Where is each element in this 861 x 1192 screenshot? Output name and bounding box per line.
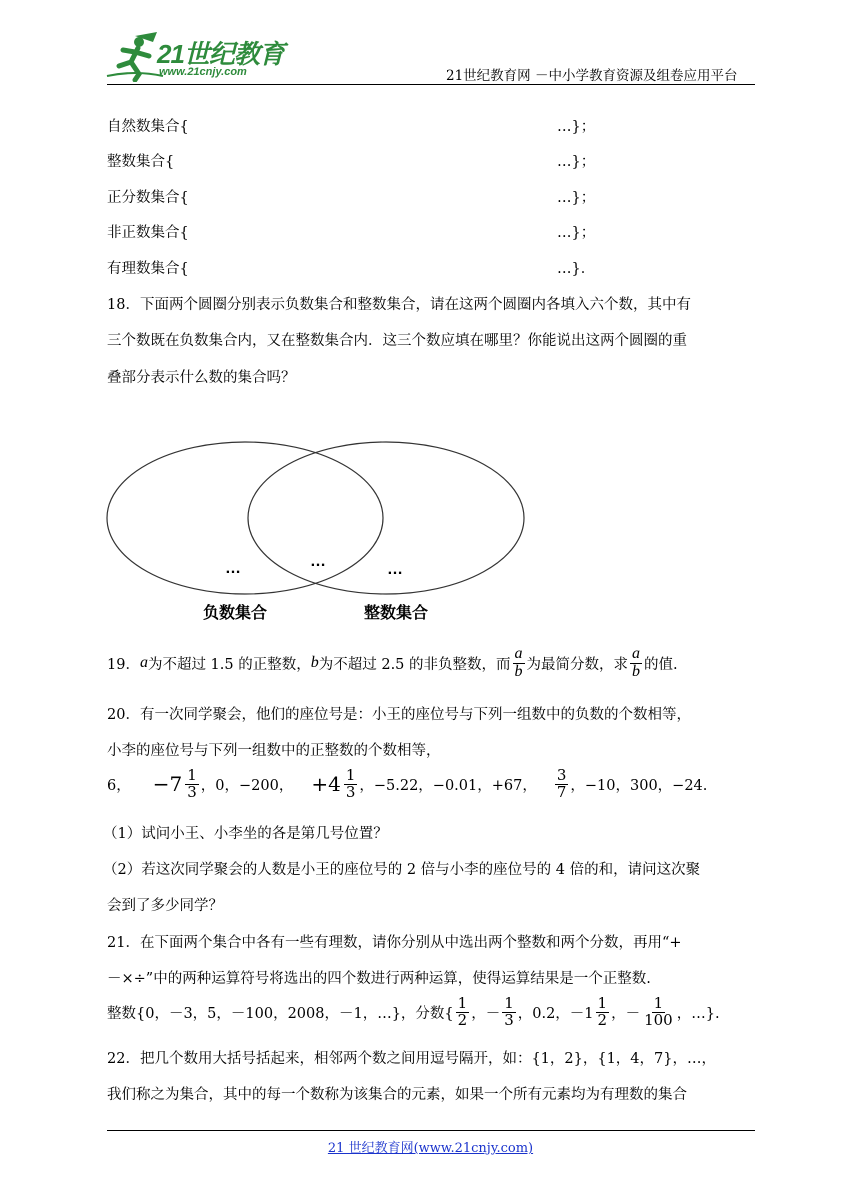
- q20-num-text: ，0，−200，: [200, 777, 294, 794]
- integer-set-ellipse: [248, 442, 524, 594]
- site-title: 21世纪教育网 －中小学教育资源及组卷应用平台: [446, 68, 738, 84]
- q20-num-text: 6，: [107, 777, 131, 794]
- q21-fraction-1-2: $\frac{1}{2}$: [457, 994, 468, 1029]
- q21-text: ，0.2，－1: [517, 1005, 594, 1022]
- logo-url-text: www.21cnjy.com: [159, 66, 247, 78]
- q21-text: ，－: [471, 1005, 501, 1022]
- footer-link[interactable]: 21 世纪教育网(www.21cnjy.com): [327, 1141, 534, 1156]
- set-integer-label: 整数集合{: [107, 154, 175, 170]
- logo-main-text: 21世纪教育: [157, 39, 284, 69]
- set-positive-fraction-label: 正分数集合{: [107, 190, 189, 206]
- q19-text-3: 为最简分数，求: [526, 656, 629, 673]
- set-rational-end: …}．: [557, 261, 596, 277]
- set-nonpositive-label: 非正数集合{: [107, 225, 189, 241]
- q20-line-1: 20．有一次同学聚会，他们的座位号是：小王的座位号与下列一组数中的负数的个数相等，: [107, 707, 691, 723]
- q19-text-2: 为不超过 2.5 的非负整数，而: [318, 656, 511, 673]
- footer: [0, 1137, 861, 1156]
- q18-line-3: 叠部分表示什么数的集合吗？: [107, 370, 296, 386]
- set-natural-end: …}；: [557, 119, 596, 135]
- q20-sub-1: （1）试问小王、小李坐的各是第几号位置？: [103, 826, 388, 842]
- q21-text: ，－: [611, 1005, 641, 1022]
- venn-dots-middle: …: [310, 553, 326, 570]
- q21-fraction-1-100: $\frac{1}{100}$: [644, 994, 673, 1029]
- q20-num-text: ，−10，300，−24.: [570, 777, 708, 794]
- q20-num-text: ，−5.22，−0.01，+67，: [359, 777, 537, 794]
- set-rational-label: 有理数集合{: [107, 261, 189, 277]
- q20-fraction-3-7: $\frac{3}{7}$: [556, 766, 567, 801]
- q19-var-b: b: [310, 654, 319, 672]
- venn-dots-right: …: [387, 561, 403, 578]
- q21-line-2: －×÷”中的两种运算符号将选出的四个数进行两种运算，使得运算结果是一个正整数.: [107, 971, 651, 987]
- q19-fraction-a-over-b-2: $\frac{a}{b}$: [632, 645, 641, 680]
- q21-sets-line: [107, 996, 720, 1029]
- q20-line-2: 小李的座位号与下列一组数中的正整数的个数相等，: [107, 743, 441, 759]
- venn-label-negative: 负数集合: [203, 605, 268, 622]
- runner-logo-icon: [105, 30, 165, 82]
- q22-line-1: 22．把几个数用大括号括起来，相邻两个数之间用逗号隔开，如：{1，2}，{1，4，7}，…，: [107, 1051, 716, 1067]
- set-nonpositive-end: …}；: [557, 225, 596, 241]
- venn-label-integer: 整数集合: [364, 605, 429, 622]
- q21-text: 整数{0，－3，5，－100，2008，－1，…}，分数{: [107, 1005, 454, 1022]
- q20-sub-2-line-1: （2）若这次同学聚会的人数是小王的座位号的 2 倍与小李的座位号的 4 倍的和，请问这次聚: [103, 862, 701, 878]
- q19-text-1: 为不超过 1.5 的正整数，: [147, 656, 311, 673]
- q19-var-a: a: [139, 654, 148, 672]
- q18-line-2: 三个数既在负数集合内，又在整数集合内．这三个数应填在哪里？你能说出这两个圆圈的重: [107, 333, 687, 349]
- set-positive-fraction-end: …}；: [557, 190, 596, 206]
- venn-diagram: [100, 440, 530, 630]
- footer-rule: [107, 1130, 755, 1131]
- q21-fraction-1-3: $\frac{1}{3}$: [504, 994, 514, 1029]
- q19-number: 19．: [107, 656, 140, 673]
- q20-mixed-pos4-1-3: +4 $\frac{1}{3}$: [311, 766, 356, 801]
- q20-number-list: [107, 768, 707, 801]
- q19-fraction-a-over-b: $\frac{a}{b}$: [514, 645, 523, 680]
- q19-text-4: 的值.: [644, 656, 678, 673]
- header-logo: [105, 30, 305, 85]
- header-rule: [107, 84, 755, 85]
- q22-line-2: 我们称之为集合，其中的每一个数称为该集合的元素，如果一个所有元素均为有理数的集合: [107, 1087, 687, 1103]
- negative-set-ellipse: [107, 442, 383, 594]
- q21-fraction-1-2-mixed: $\frac{1}{2}$: [597, 994, 608, 1029]
- q21-text: ，…}.: [676, 1005, 720, 1022]
- venn-dots-left: …: [225, 560, 241, 577]
- q18-line-1: 18．下面两个圆圈分别表示负数集合和整数集合，请在这两个圆圈内各填入六个数，其中有: [107, 297, 691, 313]
- set-natural-label: 自然数集合{: [107, 119, 189, 135]
- q20-mixed-neg7-1-3: −7 $\frac{1}{3}$: [152, 766, 197, 801]
- set-integer-end: …}；: [557, 154, 596, 170]
- question-19: [107, 646, 678, 681]
- q20-sub-2-line-2: 会到了多少同学？: [107, 898, 223, 914]
- q21-line-1: 21．在下面两个集合中各有一些有理数，请你分别从中选出两个整数和两个分数，再用“+: [107, 935, 682, 951]
